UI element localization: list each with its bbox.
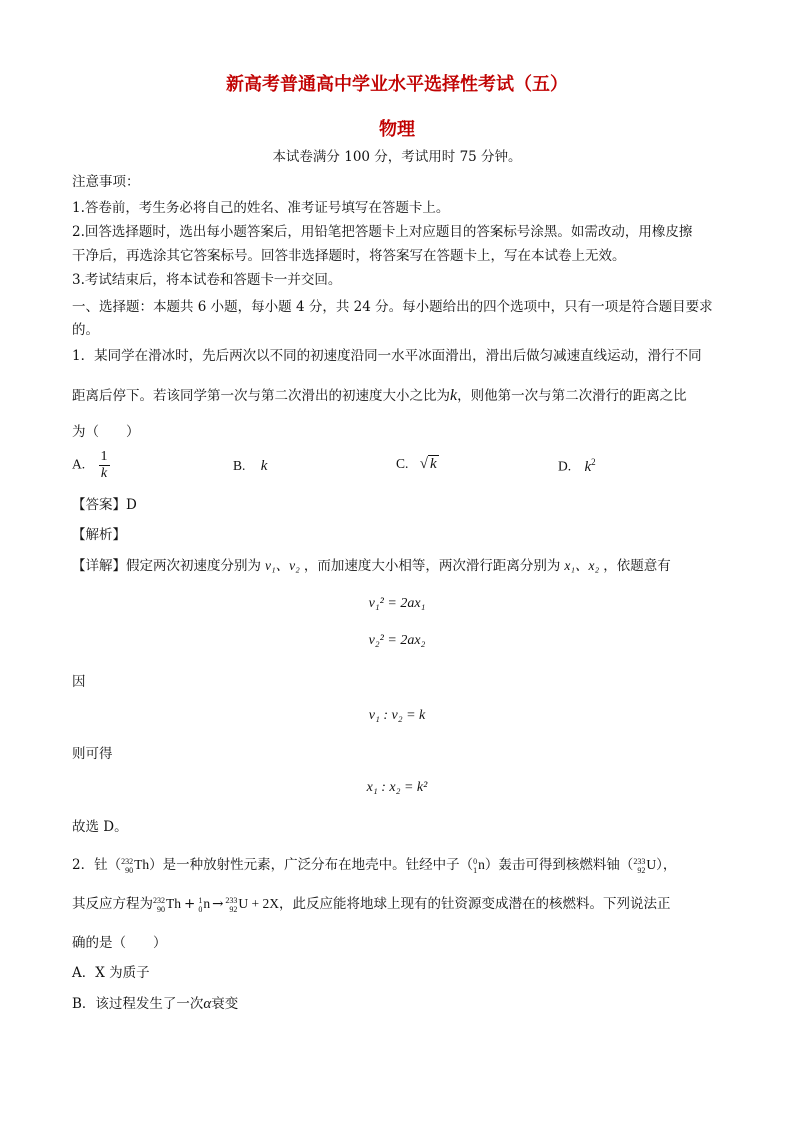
q2-text: ，此反应能将地球上现有的钍资源变成潜在的核燃料。下列说法正 xyxy=(279,896,671,912)
q2-text: ）是一种放射性元素，广泛分布在地壳中。钍经中子（ xyxy=(149,857,474,873)
note-item: 1.答卷前，考生务必将自己的姓名、准考证号填写在答题卡上。 xyxy=(72,200,450,216)
exam-info: 本试卷满分 100 分，考试用时 75 分钟。 xyxy=(272,149,522,165)
nuclide-thorium xyxy=(121,855,149,875)
mass-number: 1 xyxy=(198,895,203,905)
q2-option-b xyxy=(72,994,722,1014)
element-symbol: U xyxy=(646,857,657,872)
option-exponent: 2 xyxy=(591,457,596,467)
nuclide-uranium xyxy=(633,855,656,875)
option-label: D. xyxy=(558,458,572,474)
q1-analysis-label: 【解析】 xyxy=(72,527,126,543)
atomic-number: 90 xyxy=(157,904,165,914)
atomic-number: 92 xyxy=(637,865,646,875)
atomic-number: 0 xyxy=(198,904,203,914)
nuclide-neutron xyxy=(473,855,485,875)
detail-velocities: v₁、v₂ xyxy=(265,558,300,573)
option-text: B．该过程发生了一次 xyxy=(72,996,204,1012)
then-text: 则可得 xyxy=(72,746,113,762)
q1-var-k: k xyxy=(450,387,458,404)
radicand: k xyxy=(430,456,437,472)
q1-detail xyxy=(72,556,722,576)
atomic-number: 1 xyxy=(473,865,478,875)
note-item: 3.考试结束后，将本试卷和答题卡一并交回。 xyxy=(72,272,342,288)
section-heading-cont: 的。 xyxy=(72,322,99,338)
q1-option-c xyxy=(396,456,439,473)
because-text: 因 xyxy=(72,674,86,690)
detail-text: 假定两次初速度分别为 xyxy=(126,558,261,574)
q2-option-a: A．X 为质子 xyxy=(72,965,150,981)
detail-text: ，而加速度大小相等，两次滑行距离分别为 xyxy=(303,558,561,574)
q1-stem-line1: 1．某同学在滑冰时，先后两次以不同的初速度沿同一水平冰面滑出，滑出后做匀减速直线运动，滑行不同 xyxy=(72,348,702,364)
reaction-uranium xyxy=(225,894,279,914)
plus-sign: + xyxy=(184,896,196,912)
option-label: C. xyxy=(396,456,409,471)
alpha-symbol: α xyxy=(203,996,212,1012)
option-label: B. xyxy=(233,458,246,473)
denominator: k xyxy=(100,466,108,481)
q1-option-d xyxy=(558,457,596,476)
q2-stem-line2 xyxy=(72,894,722,914)
atomic-number: 90 xyxy=(125,865,134,875)
notes-heading: 注意事项： xyxy=(72,174,140,190)
element-symbol: n xyxy=(203,896,211,911)
q2-stem-line3: 确的是（ ） xyxy=(72,935,167,951)
mass-number: 233 xyxy=(225,895,238,905)
detail-text: ，依题意有 xyxy=(603,558,671,574)
equation-4: x₁ : x₂ = k² xyxy=(366,780,428,795)
option-label: A. xyxy=(72,456,86,472)
option-text: 衰变 xyxy=(211,996,239,1012)
q2-text: ）轰击可得到核燃料铀（ xyxy=(484,857,634,873)
mass-number: 0 xyxy=(473,856,478,866)
detail-distances: x₁、x₂ xyxy=(564,558,600,573)
q2-text: 2．钍（ xyxy=(72,857,122,873)
q2-text: ）， xyxy=(656,857,677,873)
mass-number: 232 xyxy=(153,895,165,905)
numerator: 1 xyxy=(100,449,108,464)
reaction-products: U + 2X xyxy=(238,896,279,911)
atomic-number: 92 xyxy=(229,904,238,914)
arrow-icon: → xyxy=(212,896,224,912)
equation-2: v₂² = 2ax₂ xyxy=(368,633,426,648)
element-symbol: Th xyxy=(166,896,181,911)
q1-stem-line2 xyxy=(72,386,722,406)
exam-title: 新高考普通高中学业水平选择性考试（五） xyxy=(226,74,568,95)
q2-text: 其反应方程为 xyxy=(72,896,153,912)
q1-stem-text: 距离后停下。若该同学第一次与第二次滑出的初速度大小之比为 xyxy=(72,388,450,404)
option-base: k xyxy=(584,458,592,475)
q1-stem-line3: 为（ ） xyxy=(72,424,140,440)
q1-option-a xyxy=(72,449,110,482)
reaction-neutron xyxy=(198,894,210,914)
q1-answer: 【答案】D xyxy=(72,497,137,513)
note-item: 干净后，再选涂其它答案标号。回答非选择题时，将答案写在答题卡上，写在本试卷上无效。 xyxy=(72,248,626,264)
q1-conclusion: 故选 D。 xyxy=(72,819,128,835)
detail-label: 【详解】 xyxy=(72,558,126,574)
note-item: 2.回答选择题时，选出每小题答案后，用铅笔把答题卡上对应题目的答案标号涂黑。如需改动，用橡皮擦 xyxy=(72,224,693,240)
option-value: k xyxy=(260,458,268,474)
element-symbol: Th xyxy=(134,857,150,872)
reaction-thorium xyxy=(153,894,181,914)
q2-stem-line1 xyxy=(72,855,722,875)
element-symbol: n xyxy=(478,857,485,872)
sqrt-expression: √ k xyxy=(419,456,437,472)
mass-number: 232 xyxy=(121,856,134,866)
subject-title: 物理 xyxy=(379,119,415,140)
mass-number: 233 xyxy=(633,856,646,866)
q1-stem-text: ，则他第一次与第二次滑行的距离之比 xyxy=(457,388,687,404)
equation-1: v₁² = 2ax₁ xyxy=(368,596,426,611)
section-heading: 一、选择题：本题共 6 小题，每小题 4 分，共 24 分。每小题给出的四个选项中，只有一项是符合题目要求 xyxy=(72,299,713,315)
fraction xyxy=(99,449,110,482)
equation-3: v₁ : v₂ = k xyxy=(368,708,426,723)
q1-option-b xyxy=(233,458,267,475)
